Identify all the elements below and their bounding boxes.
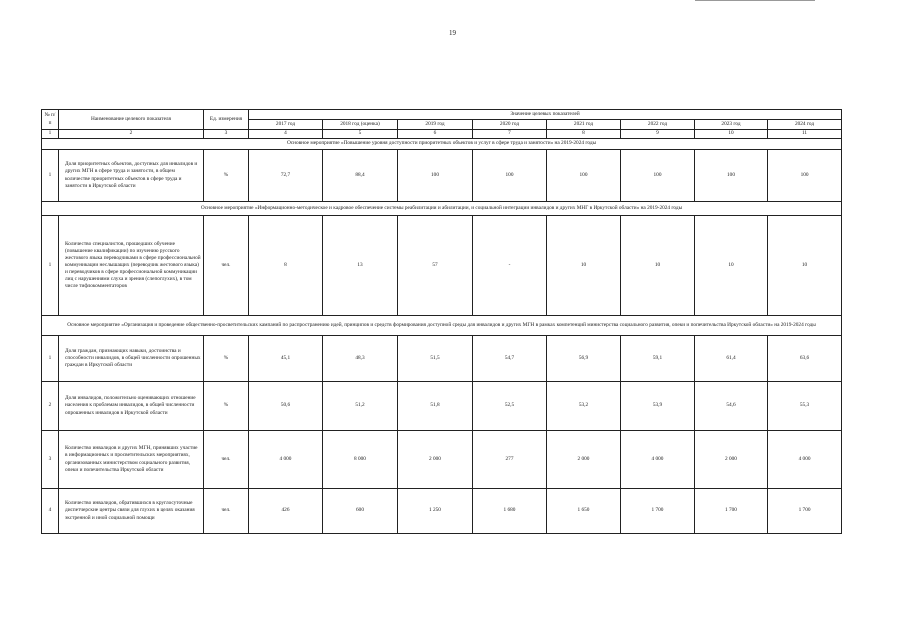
row-value: 1 700 bbox=[768, 489, 842, 534]
header-year: 2023 год bbox=[695, 120, 768, 130]
col-index: 6 bbox=[398, 130, 473, 139]
row-value: 10 bbox=[695, 216, 768, 316]
col-index: 9 bbox=[621, 130, 695, 139]
col-index: 7 bbox=[473, 130, 547, 139]
col-index: 1 bbox=[42, 130, 59, 139]
header-values: Значение целевых показателей bbox=[249, 110, 842, 120]
row-value: 59,1 bbox=[621, 336, 695, 382]
section-title: Основное мероприятие «Повышение уровня доступности приоритетных объектов и услуг в сфере труда и занятости» на 2019-2024 годы bbox=[42, 139, 842, 150]
row-value: 51,2 bbox=[323, 382, 398, 431]
header-year: 2018 год (оценка) bbox=[323, 120, 398, 130]
row-value: 10 bbox=[547, 216, 621, 316]
header-num: № п/п bbox=[42, 110, 59, 130]
header-year: 2020 год bbox=[473, 120, 547, 130]
section-header bbox=[42, 316, 842, 336]
table-row bbox=[42, 336, 842, 382]
row-unit: чел. bbox=[204, 489, 249, 534]
header-year: 2022 год bbox=[621, 120, 695, 130]
row-value: 1 250 bbox=[398, 489, 473, 534]
row-value: 48,3 bbox=[323, 336, 398, 382]
row-value: 4 000 bbox=[621, 431, 695, 489]
row-value: 10 bbox=[768, 216, 842, 316]
row-name: Количество специалистов, прошедших обучение (повышение квалификации) по изучению русского жестового языка переводчиками в сфере профессиональной коммуникации неслышащих (переводчик жестового языка) и переводчиков в сфере профессиональной коммуникации лиц с нарушениями слуха и зрения (слепоглухих), в том числе тифлокомментаторов bbox=[59, 216, 204, 316]
page-number: 19 bbox=[449, 29, 456, 37]
row-unit: чел. bbox=[204, 431, 249, 489]
row-value: 426 bbox=[249, 489, 323, 534]
col-index: 11 bbox=[768, 130, 842, 139]
col-index: 5 bbox=[323, 130, 398, 139]
header-index-row bbox=[42, 130, 842, 139]
col-index: 10 bbox=[695, 130, 768, 139]
row-num: 1 bbox=[42, 336, 59, 382]
table-row bbox=[42, 382, 842, 431]
row-value: 88,4 bbox=[323, 150, 398, 202]
row-value: 1 700 bbox=[695, 489, 768, 534]
row-value: 2 000 bbox=[695, 431, 768, 489]
target-indicators-table bbox=[41, 109, 842, 534]
section-header bbox=[42, 139, 842, 150]
row-value: - bbox=[473, 216, 547, 316]
row-num: 1 bbox=[42, 150, 59, 202]
col-index: 8 bbox=[547, 130, 621, 139]
row-value: 53,2 bbox=[547, 382, 621, 431]
header-name: Наименование целевого показателя bbox=[59, 110, 204, 130]
row-value: 13 bbox=[323, 216, 398, 316]
header-unit: Ед. измерения bbox=[204, 110, 249, 130]
row-name: Количество инвалидов и других МГН, принявших участие в информационных и просветительских мероприятиях, организованных министерством социального развития, опеки и попечительства Иркутской области bbox=[59, 431, 204, 489]
row-value: 1 700 bbox=[621, 489, 695, 534]
row-value: 54,6 bbox=[695, 382, 768, 431]
row-value: 53,9 bbox=[621, 382, 695, 431]
section-header bbox=[42, 202, 842, 216]
table-row bbox=[42, 150, 842, 202]
row-name: Доля граждан, признающих навыки, достоинства и способности инвалидов, в общей численности опрошенных граждан в Иркутской области bbox=[59, 336, 204, 382]
row-value: 56,9 bbox=[547, 336, 621, 382]
row-value: 1 650 bbox=[547, 489, 621, 534]
header-row-1 bbox=[42, 110, 842, 120]
col-index: 4 bbox=[249, 130, 323, 139]
row-value: 50,6 bbox=[249, 382, 323, 431]
row-value: 8 bbox=[249, 216, 323, 316]
header-year: 2017 год bbox=[249, 120, 323, 130]
row-name: Доля инвалидов, положительно оценивающих отношение населения к проблемам инвалидов, в общей численности опрошенных инвалидов в Иркутской области bbox=[59, 382, 204, 431]
header-year: 2021 год bbox=[547, 120, 621, 130]
table-row bbox=[42, 216, 842, 316]
row-num: 4 bbox=[42, 489, 59, 534]
row-num: 1 bbox=[42, 216, 59, 316]
row-unit: % bbox=[204, 336, 249, 382]
table-row bbox=[42, 431, 842, 489]
table-row bbox=[42, 489, 842, 534]
row-value: 54,7 bbox=[473, 336, 547, 382]
row-value: 100 bbox=[621, 150, 695, 202]
row-value: 10 bbox=[621, 216, 695, 316]
scan-artifact-line bbox=[695, 0, 815, 4]
row-value: 277 bbox=[473, 431, 547, 489]
row-unit: % bbox=[204, 150, 249, 202]
row-value: 61,4 bbox=[695, 336, 768, 382]
row-value: 2 000 bbox=[398, 431, 473, 489]
row-unit: % bbox=[204, 382, 249, 431]
row-value: 2 000 bbox=[547, 431, 621, 489]
row-value: 51,8 bbox=[398, 382, 473, 431]
row-value: 57 bbox=[398, 216, 473, 316]
row-value: 4 000 bbox=[768, 431, 842, 489]
row-value: 8 000 bbox=[323, 431, 398, 489]
row-value: 600 bbox=[323, 489, 398, 534]
section-title: Основное мероприятие «Организация и проведение общественно-просветительских кампаний по распространению идей, принципов и средств формирования доступной среды для инвалидов и других МГН в рамках компетенций министерства социального развития, опеки и попечительства Иркутской области» на 2019-2024 годы bbox=[42, 316, 842, 336]
row-value: 1 680 bbox=[473, 489, 547, 534]
row-value: 51,5 bbox=[398, 336, 473, 382]
row-num: 2 bbox=[42, 382, 59, 431]
row-unit: чел. bbox=[204, 216, 249, 316]
header-year: 2024 год bbox=[768, 120, 842, 130]
row-value: 100 bbox=[398, 150, 473, 202]
col-index: 3 bbox=[204, 130, 249, 139]
row-value: 100 bbox=[473, 150, 547, 202]
section-title: Основное мероприятие «Информационно-методическое и кадровое обеспечение системы реабилитации и абилитации, и социальной интеграции инвалидов и других МНГ в Иркутской области» на 2019-2024 годы bbox=[42, 202, 842, 216]
header-year: 2019 год bbox=[398, 120, 473, 130]
row-value: 45,1 bbox=[249, 336, 323, 382]
row-name: Количество инвалидов, обратившихся в круглосуточные диспетчерские центры связи для глухих в целях оказания экстренной и иной социальной помощи bbox=[59, 489, 204, 534]
col-index: 2 bbox=[59, 130, 204, 139]
row-value: 72,7 bbox=[249, 150, 323, 202]
row-name: Доля приоритетных объектов, доступных для инвалидов и других МГН в сфере труда и занятости, в общем количестве приоритетных объектов в сфере труда и занятости в Иркутской области bbox=[59, 150, 204, 202]
row-value: 52,5 bbox=[473, 382, 547, 431]
row-value: 63,6 bbox=[768, 336, 842, 382]
row-value: 100 bbox=[695, 150, 768, 202]
row-value: 100 bbox=[768, 150, 842, 202]
row-value: 4 000 bbox=[249, 431, 323, 489]
row-value: 55,3 bbox=[768, 382, 842, 431]
row-num: 3 bbox=[42, 431, 59, 489]
row-value: 100 bbox=[547, 150, 621, 202]
